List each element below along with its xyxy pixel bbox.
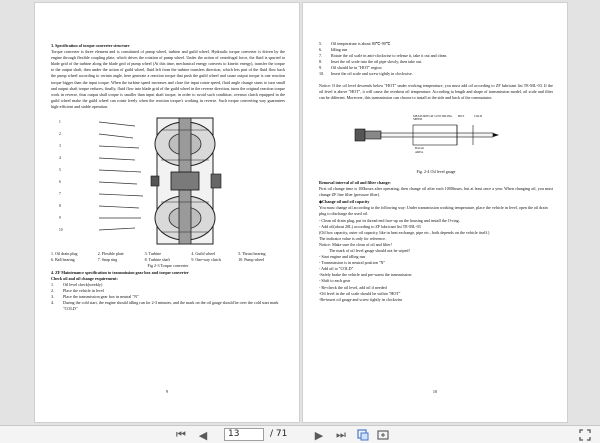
capacity-line: -Oil level in the oil scale should be within "HOT": [319, 290, 401, 296]
list-item: 2. Place the vehicle in level: [51, 287, 104, 293]
torque-converter-figure: [51, 114, 285, 248]
callout: 5: [59, 168, 61, 173]
oil-level-gauge-figure: [319, 107, 553, 167]
gauge-label-cold: COLD: [474, 113, 483, 118]
capacity-line: The indicator value is only for reference.: [319, 235, 386, 241]
list-item: 6. Idling run: [319, 47, 348, 53]
gauge-label-area: AREA: [415, 149, 424, 154]
capacity-line: -Safely brake the vehicle and pre-warm the transmission: [319, 272, 412, 278]
viewer-toolbar: [0, 425, 600, 443]
figure-caption: Fig. 2-4 Oil level gauge: [416, 168, 456, 174]
page-number: 10: [432, 389, 438, 394]
legend-item: 2. Flexible plate: [97, 251, 124, 257]
callout: 2: [59, 132, 61, 137]
callout: 3: [59, 144, 61, 149]
capacity-line: Notice: Make sure the clean of oil and filter!: [319, 241, 392, 247]
select-icon[interactable]: [356, 428, 370, 442]
list-item: 8. Inset the oil scale into the oil pipe slowly, then take out.: [319, 59, 423, 65]
torque-converter-drawing: [95, 114, 235, 248]
list-item: 9. Oil should be in "HOT" region: [319, 65, 382, 71]
legend-item: 5. Thrust bearing: [238, 251, 266, 257]
callout: 7: [59, 192, 61, 197]
section-heading: ◆Change oil and oil capacity: [319, 199, 370, 205]
page-number-input[interactable]: 13: [224, 428, 264, 441]
capacity-line: (Oil box capacity, outer oil capacity, like in heat exchange, pipe etc., both depends on the vehicle itself.): [319, 229, 490, 235]
legend-item: 3. Turbine: [144, 251, 162, 257]
capacity-line: - Transmission is in neutral position "N": [319, 260, 386, 266]
capacity-line: The mark of oil level gauge should not be wiped!: [329, 247, 410, 253]
callout: 6: [59, 180, 61, 185]
capacity-line: - Start engine and idling run: [319, 254, 366, 260]
capacity-line: You must change oil according to the following way: Under transmission working temperature, place the vehicle in level, open the oil drain plug to discharge the used oil.: [319, 205, 548, 217]
callout: 8: [59, 204, 61, 209]
callout: 9: [59, 216, 61, 221]
notice-paragraph: Notice: If the oil level descends below "HOT" under working temperature, you must add oil according to ZF lubricant list TE-ML-03. If the oil level is above "HOT", it will cause the overheat oil temperature. According to length and shape of transmission model, oil scale and filter can be different. Moreover, this transmission can choose to install at the side and back of the commutator.: [319, 82, 553, 100]
capacity-line: - Re-check the oil level, add oil if needed: [319, 284, 387, 290]
legend-item: 10. Pump wheel: [238, 257, 265, 263]
list-item: 7. Rotate the oil scale in anti-clockwise to release it, take it out and clean.: [319, 53, 448, 59]
list-item: 10. Insert the oil scale and screw tightly in clockwise.: [319, 71, 413, 77]
callout: 4: [59, 156, 61, 161]
section-heading: 4. ZF Maintenance specification to transmission gear box and torque converter: [51, 269, 189, 275]
capacity-line: - Clean oil drain plug, put its thread end face-up on the housing and install the O-ring.: [319, 217, 460, 223]
capacity-line: -Re-insert oil gauge and screw tightly in clockwise: [319, 296, 403, 302]
subheading: Check oil and oil change requirement:: [51, 275, 118, 281]
total-pages: / 71: [270, 429, 288, 439]
page-10: [302, 2, 568, 423]
hand-icon[interactable]: [376, 428, 390, 442]
list-item: 1. Oil level check(weekly): [51, 281, 103, 287]
removal-paragraph: First oil change time is 100hours after operating, then change oil after each 1000hours, but at least once a year. When changing oil, you must change ZF fine filter (pressure filter).: [319, 186, 553, 198]
legend-item: 1. Oil drain plug: [51, 251, 78, 257]
capacity-line: - Shift to each gear: [319, 278, 351, 284]
list-item: 5. Oil temperature is about 80℃-90℃: [319, 41, 391, 46]
figure-caption: Fig 2-3 Torque converter: [147, 263, 189, 269]
figure-callouts: [59, 114, 99, 248]
last-page-icon[interactable]: ⏭: [336, 428, 346, 441]
capacity-line: - Add oil to "COLD": [319, 266, 354, 272]
legend-item: 9. One-way clutch: [191, 257, 221, 263]
prev-page-icon[interactable]: ◀: [198, 428, 208, 442]
section-heading: 3. Specification of torque converter structure: [51, 43, 130, 48]
list-item: 4. During the cold start, the engine should idling run for 2-3 minutes, and the mark on the oil gauge should be over the cold start mark "COLD": [51, 300, 279, 312]
legend-item: 4. Guild wheel: [191, 251, 216, 257]
callout: 1: [59, 120, 61, 125]
legend-item: 7. Snap ring: [97, 257, 118, 263]
legend-item: 8. Turbine shaft: [144, 257, 170, 263]
gauge-label-measured: MEASURED AT LOW IDLING SPEED: [413, 113, 453, 122]
fullscreen-icon[interactable]: [578, 428, 592, 442]
capacity-line: - Add oil(about 20L) according to ZF lubricant list TE-ML-03: [319, 223, 421, 229]
structure-description: Torque converter is three element and is constituted of pump wheel, turbine and guild wheel. Hydraulic torque converter is driven by the engine through flexible coupling plate, which drives the rotation of pump wheel. Under the action of centrifugal force, the fluid is spurted to blade grid of the turbine along the blade grid of pump wheel (At this time, mechanical energy converts to kinetic energy), transfer the torque to the output shaft, then under the action of guild wheel, fluid left from the turbine transfers direction, which lets part of the fluid flow back the pump wheel according to certain angle, here generate a reaction torque that push the guild wheel and cause output torque is one reaction torque bigger than the input torque. When the turbine speed increases and close the input rotate speed, fluid angle change starts to turn small and output shaft torque reduces, finally, fluid flow into blade grid of the guild wheel in the reverse direction, turns the original reaction torque work in reverse, thus output shall torque is smaller than input shaft torque, in order to avoid such condition, overrun clutch equipped in the guild wheel make the guild wheel can rotate freely when the reaction torque's working in reverse. Such torque converting way guarantees high-efficient and stable operation.: [51, 49, 285, 109]
page-9: [34, 2, 300, 423]
gauge-label-bottom: Bottom: [415, 145, 425, 150]
next-page-icon[interactable]: ▶: [314, 428, 324, 442]
legend-item: 6. Ball bearing: [51, 257, 75, 263]
callout: 10: [59, 228, 63, 233]
list-item: 3. Place the transmission gear box in neutral "N": [51, 293, 139, 299]
page-number: 9: [165, 389, 169, 394]
first-page-icon[interactable]: ⏮: [176, 428, 186, 441]
gauge-label-hot: HOT: [458, 113, 465, 118]
section-heading: Removal interval of oil and filter change:: [319, 179, 391, 185]
